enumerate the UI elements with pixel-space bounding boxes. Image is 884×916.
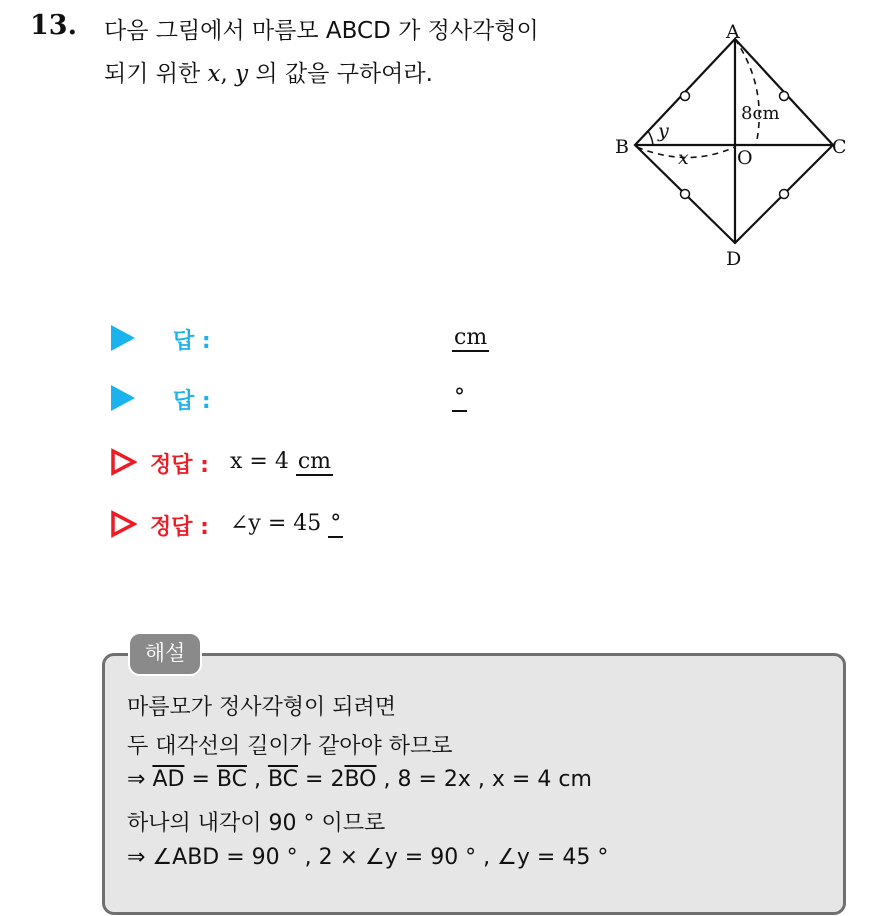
- implies-symbol: ⇒: [127, 767, 146, 792]
- correct-answer-y-unit: °: [330, 511, 342, 536]
- problem-number: 13.: [30, 10, 77, 41]
- tick-mark-ac: [780, 92, 789, 101]
- angle-mark-y: [648, 131, 653, 145]
- correct-answer-x-unit: cm: [297, 449, 332, 474]
- correct-label-1: 정답 :: [150, 453, 209, 478]
- length-label: 8cm: [741, 103, 780, 124]
- vertex-c-label: C: [832, 136, 847, 158]
- center-o-label: O: [737, 147, 753, 169]
- variable-y: y: [235, 61, 249, 87]
- correct-answer-y-value: ∠y = 45: [230, 511, 322, 536]
- segment-bc: $\overline{BC}$: [267, 767, 299, 792]
- comma: ,: [220, 61, 228, 87]
- dashed-arc-ao: [735, 39, 759, 145]
- variable-x: x: [207, 61, 221, 87]
- explanation-line1: 마름모가 정사각형이 되려면: [127, 695, 397, 720]
- correct-label-2: 정답 :: [150, 515, 209, 540]
- variable-x-label: x: [678, 147, 689, 169]
- tick-mark-bd: [681, 190, 690, 199]
- problem-text-line1: 다음 그림에서 마름모 ABCD 가 정사각형이: [104, 18, 539, 44]
- answer-label-1: 답 :: [173, 329, 211, 354]
- explanation-line3: [127, 767, 592, 792]
- problem-text-line2: [104, 55, 433, 88]
- explanation-line3-rest: 8 = 2x , x = 4 cm: [397, 767, 592, 792]
- tick-mark-ab: [681, 92, 690, 101]
- answer-unit-cm-text: cm: [454, 325, 488, 350]
- answer-arrow-icon: [111, 385, 135, 411]
- answer-unit-degree-text: °: [454, 385, 465, 410]
- correct-arrow-icon: [110, 510, 137, 538]
- vertex-b-label: B: [615, 136, 629, 158]
- segment-ad: $\overline{AD}$: [152, 767, 185, 792]
- answer-arrow-icon: [111, 325, 135, 351]
- answer-unit-cm: [452, 325, 489, 350]
- correct-answer-x: [230, 449, 333, 474]
- explanation-tag: 해설: [128, 632, 202, 676]
- coefficient-two: 2: [330, 767, 345, 792]
- equals-sign: =: [305, 767, 324, 792]
- explanation-line5: ⇒ ∠ABD = 90 ° , 2 × ∠y = 90 ° , ∠y = 45 °: [127, 845, 609, 870]
- problem-text-line2-suffix: 의 값을 구하여라.: [255, 61, 433, 87]
- correct-answer-x-value: x = 4: [230, 449, 289, 474]
- vertex-d-label: D: [726, 248, 742, 270]
- variable-y-label: y: [658, 120, 669, 142]
- explanation-line2: 두 대각선의 길이가 같아야 하므로: [127, 734, 453, 759]
- equals-sign: =: [191, 767, 210, 792]
- correct-arrow-icon: [110, 448, 137, 476]
- problem-text-line2-prefix: 되기 위한: [104, 61, 201, 87]
- answer-label-2: 답 :: [173, 389, 211, 414]
- separator: ,: [253, 767, 261, 792]
- segment-bc: $\overline{BC}$: [216, 767, 247, 792]
- separator: ,: [383, 767, 391, 792]
- rhombus-figure: [608, 18, 858, 273]
- vertex-a-label: A: [726, 21, 740, 43]
- tick-mark-cd: [780, 190, 789, 199]
- explanation-line4: 하나의 내각이 90 ° 이므로: [127, 811, 386, 836]
- segment-bo: $\overline{BO}$: [344, 767, 377, 792]
- correct-answer-y: [230, 511, 343, 536]
- answer-unit-degree: [452, 385, 467, 410]
